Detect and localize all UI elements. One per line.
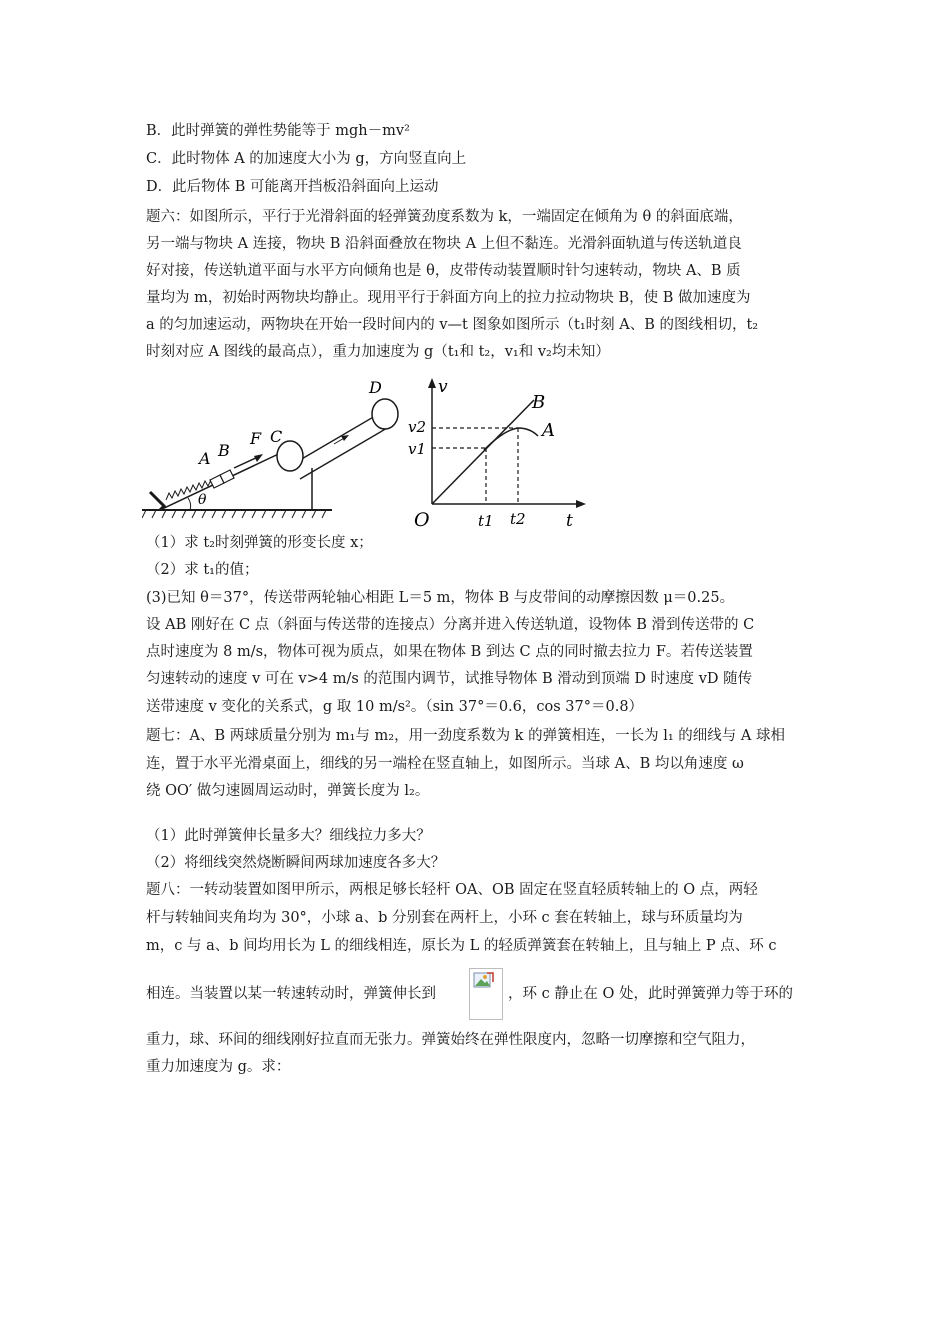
q7-line-1: 题七：A、B 两球质量分别为 m₁与 m₂，用一劲度系数为 k 的弹簧相连，一长为 l₁ 的细线与 A 球相 (146, 728, 785, 744)
belt-arrowhead (341, 435, 349, 441)
q6-line-2: 另一端与物块 A 连接，物块 B 沿斜面叠放在物块 A 上但不黏连。光滑斜面轨道与传送轨道良 (146, 236, 742, 252)
broken-image-placeholder (469, 968, 503, 1020)
label-line-b: B (532, 392, 546, 413)
angle-arc (188, 498, 191, 510)
q6-sub-1: （1）求 t₂时刻弹簧的形变长度 x； (146, 535, 373, 551)
option-b: B．此时弹簧的弹性势能等于 mgh－mv² (146, 123, 410, 139)
q6-sub-3-line-3: 点时速度为 8 m/s，物体可视为质点，如果在物体 B 到达 C 点的同时撤去拉力 F。若传送装置 (146, 644, 753, 660)
q8-line-1: 题八：一转动装置如图甲所示，两根足够长轻杆 OA、OB 固定在竖直轻质转轴上的 O 点，两轻 (146, 882, 758, 898)
q6-sub-3-line-5: 送带速度 v 变化的关系式，g 取 10 m/s²。（sin 37°＝0.6，cos 37°＝0.8） (146, 699, 644, 715)
q8-line-2: 杆与转轴间夹角均为 30°，小球 a、b 分别套在两杆上，小环 c 套在转轴上，球与环质量均为 (146, 910, 743, 926)
q8-line-4-part-1: 相连。当装置以某一转速转动时，弹簧伸长到 (146, 986, 436, 1002)
q6-line-6: 时刻对应 A 图线的最高点），重力加速度为 g（t₁和 t₂，v₁和 v₂均未知） (146, 344, 610, 360)
end-stop (150, 492, 164, 510)
force-arrowhead (254, 454, 263, 462)
q6-line-5: a 的匀加速运动，两物块在开始一段时间内的 v—t 图象如图所示（t₁时刻 A、B 的图线相切，t₂ (146, 317, 759, 333)
broken-image-icon (473, 972, 495, 992)
dashed-guides (432, 428, 518, 504)
label-v1: v1 (408, 440, 427, 458)
label-f: F (250, 429, 262, 448)
q7-sub-1: （1）此时弹簧伸长量多大？细线拉力多大？ (146, 828, 431, 844)
label-c: C (270, 427, 283, 446)
q8-line-5: 重力，球、环间的细线刚好拉直而无张力。弹簧始终在弹性限度内，忽略一切摩擦和空气阻力， (146, 1032, 755, 1048)
ground-hatching (142, 510, 326, 518)
label-d: D (369, 378, 382, 397)
curve-a (484, 428, 538, 450)
option-d: D．此后物体 B 可能离开挡板沿斜面向上运动 (146, 179, 439, 195)
incline-conveyor-figure (142, 372, 404, 522)
label-v: v (438, 377, 448, 397)
q7-line-2: 连，置于水平光滑桌面上，细线的另一端栓在竖直轴上，如图所示。当球 A、B 均以角速度 ω (146, 756, 744, 772)
label-t2: t2 (510, 510, 526, 528)
label-a: A (199, 449, 211, 468)
q6-sub-3-line-2: 设 AB 刚好在 C 点（斜面与传送带的连接点）分离并进入传送轨道，设物体 B 滑到传送带的 C (146, 617, 755, 633)
q8-line-6: 重力加速度为 g。求： (146, 1059, 291, 1075)
q6-line-1: 题六：如图所示，平行于光滑斜面的轻弹簧劲度系数为 k，一端固定在倾角为 θ 的斜面底端， (146, 209, 743, 225)
label-t: t (566, 511, 573, 531)
label-t1: t1 (478, 512, 494, 530)
label-theta: θ (198, 492, 207, 508)
q6-line-4: 量均为 m，初始时两物块均静止。现用平行于斜面方向上的拉力拉动物块 B，使 B 做加速度为 (146, 290, 751, 306)
label-v2: v2 (408, 418, 427, 436)
label-origin: O (414, 509, 430, 531)
label-curve-a: A (542, 420, 555, 441)
q6-line-3: 好对接，传送轨道平面与水平方向倾角也是 θ，皮带传动装置顺时针匀速转动，物块 A、B 质 (146, 263, 741, 279)
q8-line-4-part-2: ，环 c 静止在 O 处，此时弹簧弹力等于环的 (508, 986, 793, 1002)
q7-sub-2: （2）将细线突然烧断瞬间两球加速度各多大？ (146, 855, 446, 871)
label-b: B (218, 441, 230, 460)
q8-line-3: m，c 与 a、b 间均用长为 L 的细线相连，原长为 L 的轻质弹簧套在转轴上，且与轴上 P 点、环 c (146, 938, 777, 954)
q6-sub-3-line-4: 匀速转动的速度 v 可在 v>4 m/s 的范围内调节，试推导物体 B 滑动到顶端 D 时速度 vD 随传 (146, 671, 753, 687)
line-b (432, 400, 534, 504)
option-c: C．此时物体 A 的加速度大小为 g，方向竖直向上 (146, 151, 467, 167)
vt-graph-figure (406, 372, 596, 532)
q7-line-3: 绕 OO′ 做匀速圆周运动时，弹簧长度为 l₂。 (146, 783, 430, 799)
t-axis-arrowhead (576, 500, 586, 508)
pulley-d (372, 399, 398, 429)
q6-sub-2: （2）求 t₁的值； (146, 562, 259, 578)
v-axis-arrowhead (428, 378, 436, 388)
q6-sub-3-line-1: (3)已知 θ＝37°，传送带两轮轴心相距 L＝5 m，物体 B 与皮带间的动摩擦因数 μ＝0.25。 (146, 590, 735, 606)
